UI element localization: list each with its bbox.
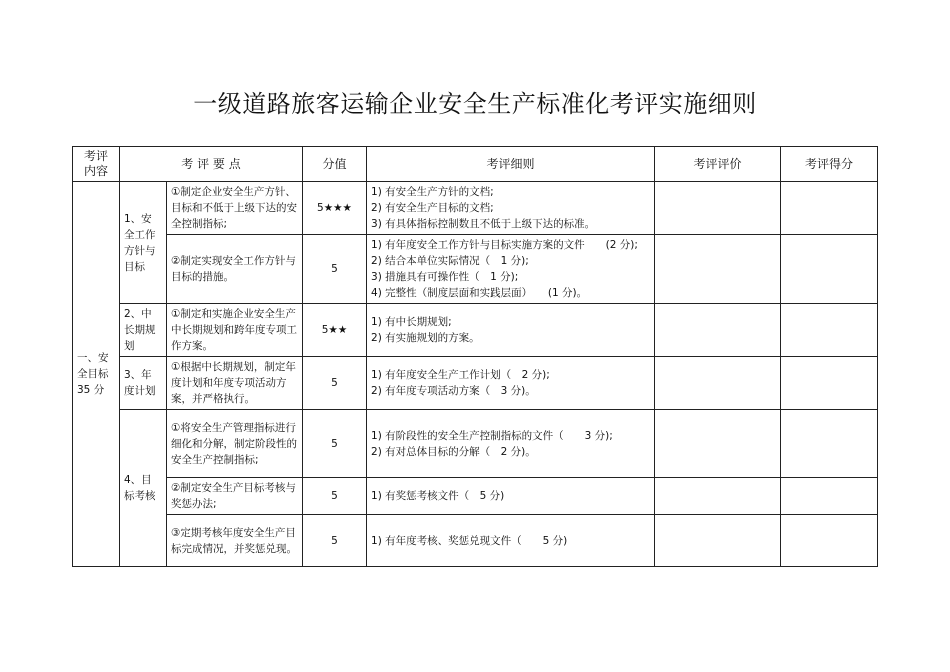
detail-line: 1) 有安全生产方针的文档; [371, 186, 494, 198]
detail-line: 1) 有阶段性的安全生产控制指标的文件（ 3 分); [371, 429, 613, 442]
details-cell [367, 515, 655, 567]
table-row [73, 182, 878, 235]
detail-line: 1) 有中长期规划; [371, 316, 452, 328]
header-result: 考评得分 [781, 147, 878, 182]
detail-line: 1) 有年度安全工作方针与目标实施方案的文件 (2 分); [371, 239, 638, 251]
point-cell: ③定期考核年度安全生产目标完成情况，并奖惩兑现。 [167, 515, 303, 567]
group-name: 4、目标考核 [120, 410, 167, 567]
detail-line: 2) 有对总体目标的分解（ 2 分)。 [371, 445, 536, 458]
evaluation-cell[interactable] [655, 410, 781, 478]
detail-line: 2) 有安全生产目标的文档; [371, 202, 494, 214]
evaluation-cell[interactable] [655, 304, 781, 357]
detail-line: 2) 有年度专项活动方案（ 3 分)。 [371, 385, 536, 397]
table-row [73, 515, 878, 567]
details-cell [367, 478, 655, 515]
result-cell[interactable] [781, 515, 878, 567]
result-cell[interactable] [781, 182, 878, 235]
result-cell[interactable] [781, 410, 878, 478]
point-cell: ①制定企业安全生产方针、目标和不低于上级下达的安全控制指标; [167, 182, 303, 235]
evaluation-cell[interactable] [655, 478, 781, 515]
table-row [73, 357, 878, 410]
score-cell: 5 [303, 357, 367, 410]
point-cell: ①制定和实施企业安全生产中长期规划和跨年度专项工作方案。 [167, 304, 303, 357]
document-title: 一级道路旅客运输企业安全生产标准化考评实施细则 [193, 90, 757, 118]
header-evaluation: 考评评价 [655, 147, 781, 182]
table-row [73, 478, 878, 515]
details-cell [367, 410, 655, 478]
header-details: 考评细则 [367, 147, 655, 182]
score-cell: 5 [303, 235, 367, 304]
result-cell[interactable] [781, 478, 878, 515]
group-name: 3、年度计划 [120, 357, 167, 410]
details-cell [367, 235, 655, 304]
point-cell: ①将安全生产管理指标进行细化和分解，制定阶段性的安全生产控制指标; [167, 410, 303, 478]
detail-line: 1) 有奖惩考核文件（ 5 分) [371, 490, 505, 502]
table-row [73, 235, 878, 304]
score-cell: 5★★★ [303, 182, 367, 235]
header-points: 考 评 要 点 [120, 147, 303, 182]
score-cell: 5 [303, 478, 367, 515]
header-score: 分值 [303, 147, 367, 182]
header-content: 考评 内容 [73, 147, 120, 182]
table-row [73, 410, 878, 478]
score-cell: 5 [303, 515, 367, 567]
result-cell[interactable] [781, 304, 878, 357]
point-cell: ②制定实现安全工作方针与目标的措施。 [167, 235, 303, 304]
table-row [73, 304, 878, 357]
detail-line: 1) 有年度考核、奖惩兑现文件（ 5 分) [371, 534, 568, 547]
evaluation-cell[interactable] [655, 357, 781, 410]
table-header-row [73, 147, 878, 182]
group-name: 2、中长期规划 [120, 304, 167, 357]
evaluation-table [72, 146, 878, 567]
score-cell: 5 [303, 410, 367, 478]
evaluation-cell[interactable] [655, 235, 781, 304]
detail-line: 2) 结合本单位实际情况（ 1 分); [371, 255, 529, 267]
detail-line: 4) 完整性（制度层面和实践层面） (1 分)。 [371, 287, 588, 299]
detail-line: 3) 措施具有可操作性（ 1 分); [371, 271, 519, 283]
evaluation-cell[interactable] [655, 515, 781, 567]
details-cell [367, 357, 655, 410]
details-cell [367, 182, 655, 235]
point-cell: ②制定安全生产目标考核与奖惩办法; [167, 478, 303, 515]
detail-line: 2) 有实施规划的方案。 [371, 332, 480, 344]
point-cell: ①根据中长期规划，制定年度计划和年度专项活动方案，并严格执行。 [167, 357, 303, 410]
category-cell: 一、安全目标 35 分 [73, 182, 120, 567]
details-cell [367, 304, 655, 357]
evaluation-cell[interactable] [655, 182, 781, 235]
result-cell[interactable] [781, 235, 878, 304]
detail-line: 1) 有年度安全生产工作计划（ 2 分); [371, 369, 550, 381]
score-cell: 5★★ [303, 304, 367, 357]
group-name: 1、安全工作方针与目标 [120, 182, 167, 304]
detail-line: 3) 有具体指标控制数且不低于上级下达的标准。 [371, 218, 596, 230]
result-cell[interactable] [781, 357, 878, 410]
